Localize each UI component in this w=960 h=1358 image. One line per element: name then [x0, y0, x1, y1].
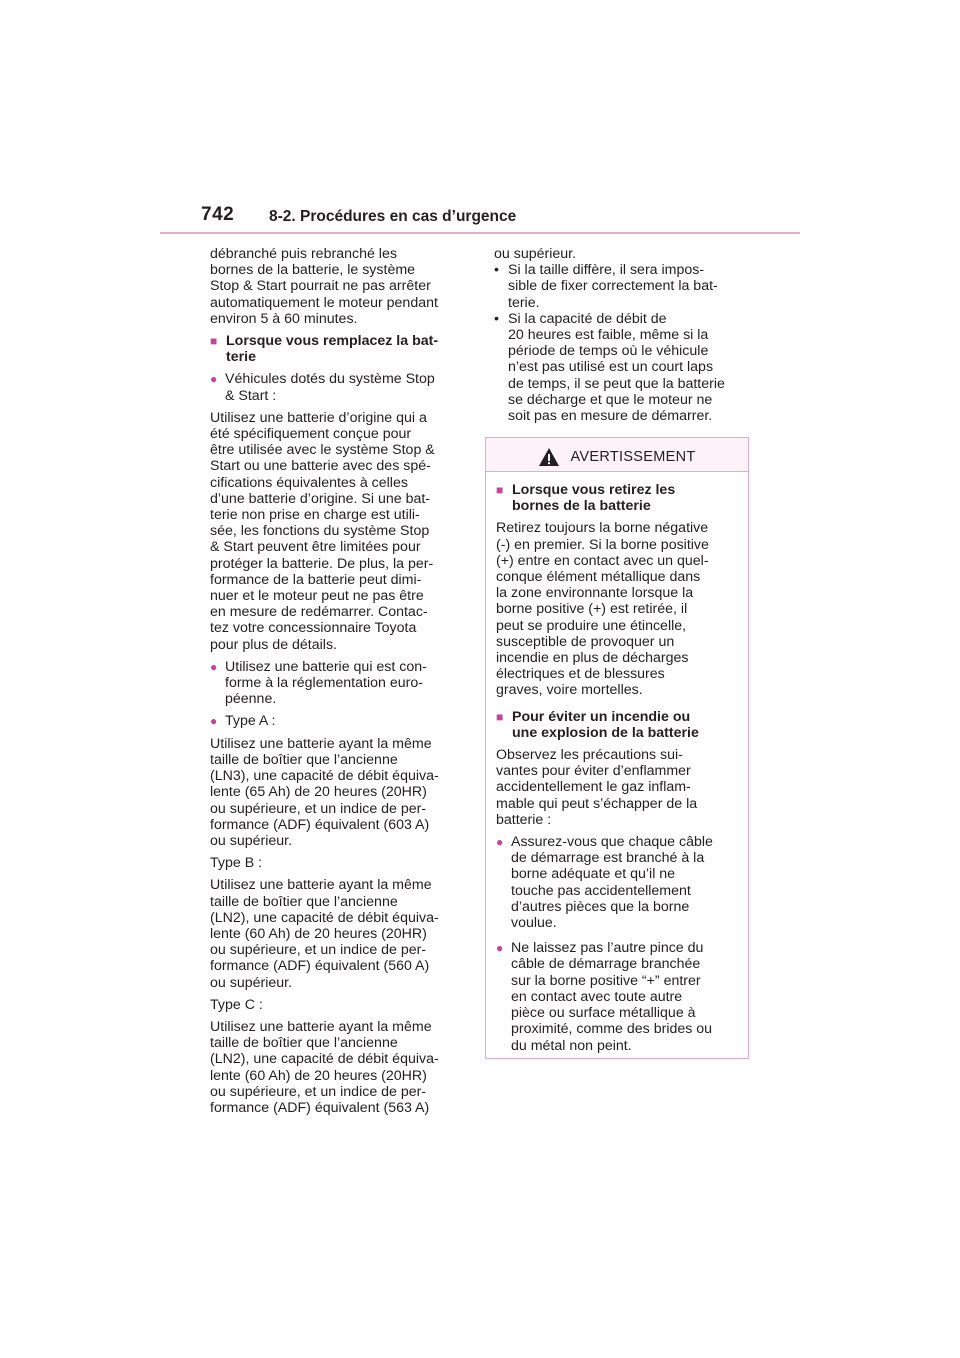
left-column [210, 246, 472, 1122]
warning-heading-prevent-fire [496, 709, 739, 741]
warning-box [485, 437, 749, 1059]
heading-text: Lorsque vous retirez les bornes de la batterie [512, 482, 676, 515]
section-heading-replace-battery [210, 333, 472, 365]
circle-icon: ● [210, 372, 218, 387]
paragraph: Utilisez une batterie ayant la même taille de boîtier que l’ancienne (LN2), une capacité de débit équiva- lente (60 Ah) de 20 heures (20HR) ou supérieure, et un indice de per- formance (ADF) équivalent (563 A) [210, 1018, 439, 1116]
bullet-text: Utilisez une batterie qui est con- forme à la réglementation euro- péenne. [225, 658, 427, 708]
paragraph: Utilisez une batterie d’origine qui a été spécifiquement conçue pour être utilisée avec le système Stop & Start ou une batterie avec des spé- cifications équivalentes à celles d’une batterie d’origine. Si une bat- terie non prise en charge est utili- sée, les fonctions du système Stop & Start peuvent être limitées pour protéger la batterie. De plus, la per- formance de la batterie peut dimi- nuer et le moteur peut ne pas être en mesure de redémarrer. Contac- tez votre concessionnaire Toyota pour plus de détails. [210, 409, 435, 653]
paragraph: Retirez toujours la borne négative (-) en premier. Si la borne positive (+) entre en contact avec un quel- conque élément métallique dans la zone environnante lorsque la borne positive (+) est retirée, il peut se produire une étincelle, susceptible de provoquer un incendie en plus de décharges électriques et de blessures graves, voire mortelles. [496, 520, 709, 699]
circle-icon: ● [496, 835, 504, 850]
dash-marker: • [494, 262, 499, 279]
square-icon: ■ [210, 334, 218, 349]
dash-item [494, 311, 750, 424]
bullet-item [210, 371, 472, 403]
section-title: 8-2. Procédures en cas d’urgence [269, 208, 517, 225]
warning-header [486, 438, 748, 472]
bullet-text: Ne laissez pas l’autre pince du câble de démarrage branchée sur la borne positive “+” entrer en contact avec toute autre pièce ou surface métallique à proximité, comme des brides ou du métal non peint. [511, 940, 713, 1054]
dash-marker: • [494, 310, 499, 327]
page-header [160, 206, 800, 232]
bullet-item [210, 713, 472, 729]
bullet-text: Assurez-vous que chaque câble de démarrage est branché à la borne adéquate et qu’il ne touche pas accidentellement d’autres pièces que la borne voulue. [511, 834, 713, 932]
paragraph: Utilisez une batterie ayant la même taille de boîtier que l’ancienne (LN3), une capacité de débit équiva- lente (65 Ah) de 20 heures (20HR) ou supérieure, et un indice de per- formance (ADF) équivalent (603 A) ou supérieur. [210, 735, 439, 849]
dash-item [494, 262, 750, 311]
heading-text: Pour éviter un incendie ou une explosion de la batterie [512, 708, 699, 741]
warning-triangle-icon [538, 447, 560, 467]
dash-text: Si la capacité de débit de 20 heures est faible, même si la période de temps où le véhicule n’est pas utilisé est un court laps de temps, il se peut que la batterie se décharge et que le moteur ne soit pas en mesure de démarrer. [508, 310, 725, 425]
bullet-text: Véhicules dotés du système Stop & Start : [225, 371, 435, 404]
paragraph: Utilisez une batterie ayant la même taille de boîtier que l’ancienne (LN2), une capacité de débit équiva- lente (60 Ah) de 20 heures (20HR) ou supérieure, et un indice de per- formance (ADF) équivalent (560 A) ou supérieur. [210, 877, 439, 991]
paragraph: Type C : [210, 996, 263, 1013]
page-number: 742 [201, 204, 235, 225]
paragraph: Observez les précautions sui- vantes pour éviter d’enflammer accidentellement le gaz inflam- mable qui peut s’échapper de la batterie : [496, 747, 698, 828]
bullet-item [496, 940, 739, 1053]
header-divider [160, 232, 800, 234]
dash-text: Si la taille diffère, il sera impos- sible de fixer correctement la bat- terie. [508, 262, 718, 311]
paragraph: ou supérieur. [494, 246, 577, 262]
right-column [494, 246, 750, 424]
warning-heading-remove-terminals [496, 482, 739, 514]
square-icon: ■ [496, 483, 504, 497]
circle-icon: ● [210, 659, 218, 674]
circle-icon: ● [496, 941, 504, 956]
warning-title: AVERTISSEMENT [570, 448, 696, 465]
heading-text: Lorsque vous remplacez la bat- terie [226, 333, 439, 366]
bullet-text: Type A : [225, 713, 276, 730]
square-icon: ■ [496, 709, 504, 724]
paragraph: débranché puis rebranché les bornes de la batterie, le système Stop & Start pourrait ne pas arrêter automatiquement le moteur pendant environ 5 à 60 minutes. [210, 246, 438, 327]
warning-body [486, 472, 748, 1054]
circle-icon: ● [210, 714, 218, 729]
bullet-item [496, 834, 739, 931]
bullet-item [210, 659, 472, 708]
paragraph: Type B : [210, 855, 263, 872]
